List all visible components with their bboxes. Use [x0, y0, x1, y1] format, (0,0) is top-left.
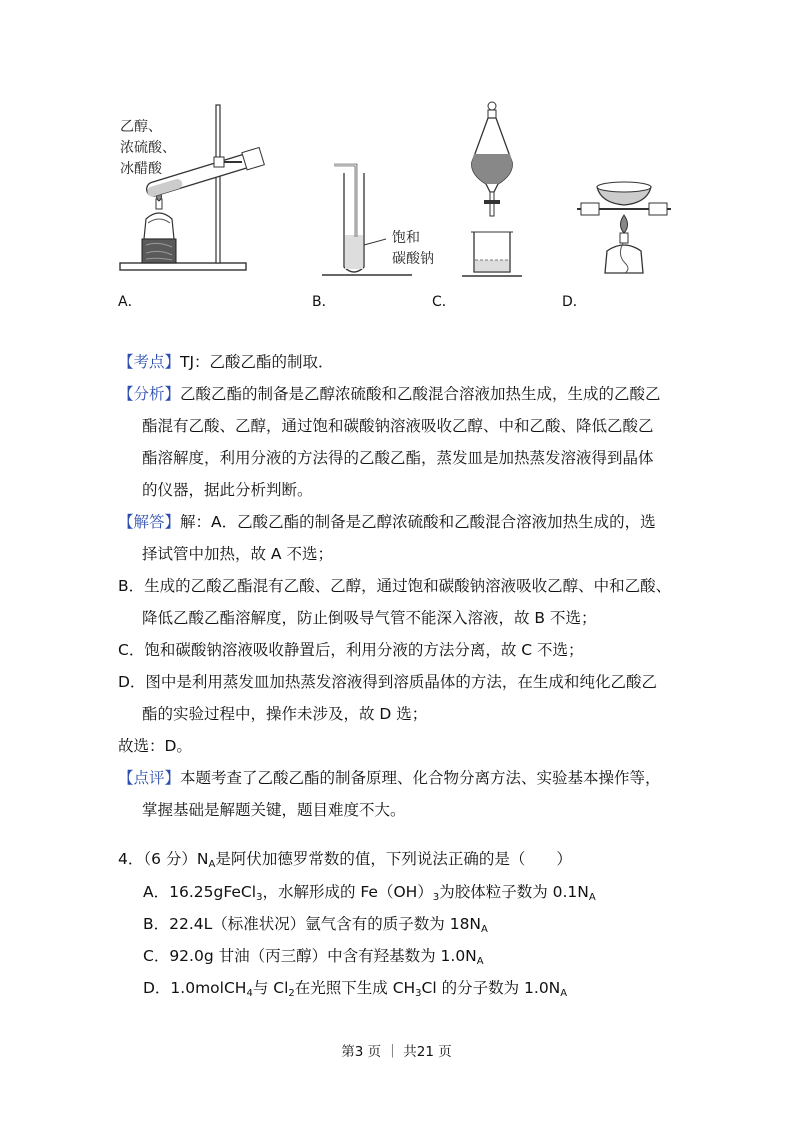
page-footer: 第3 页 ｜ 共21 页	[341, 1044, 452, 1060]
kaodian-text: TJ：乙酸乙酯的制取．	[180, 353, 334, 371]
answer-b-text: 降低乙酸乙酯溶解度，防止倒吸导气管不能深入溶液，故 B 不选；	[142, 609, 597, 627]
apparatus-a-diagram	[118, 95, 278, 275]
kaodian-line	[118, 346, 678, 378]
answer-b-text: B．生成的乙酸乙酯混有乙酸、乙醇，通过饱和碳酸钠溶液吸收乙醇、中和乙酸、	[118, 577, 672, 595]
fenxi-line	[118, 378, 678, 410]
option-a-label: A．	[118, 294, 142, 310]
answer-c-text: C．饱和碳酸钠溶液吸收静置后，利用分液的方法分离，故 C 不选；	[118, 641, 584, 659]
solution-label: 饱和 碳酸钠	[392, 230, 434, 267]
fenxi-tag: 【分析】	[118, 385, 181, 403]
analysis-block	[118, 346, 678, 826]
answer-d-text: 酯的实验过程中，操作未涉及，故 D 选；	[142, 705, 428, 723]
jieda-line	[118, 506, 678, 538]
question-4-option-b: B．22.4L（标准状况）氩气含有的质子数为 $18N_A$	[143, 915, 488, 935]
fenxi-text: 的仪器，据此分析判断。	[142, 481, 313, 499]
answer-d-text: D．图中是利用蒸发皿加热蒸发溶液得到溶质晶体的方法，在生成和纯化乙酸乙	[118, 673, 657, 691]
option-b-label: B．	[312, 294, 336, 310]
fenxi-text: 酯溶解度，利用分液的方法得的乙酸乙酯，蒸发皿是加热蒸发溶液得到晶体	[142, 449, 654, 467]
question-4-stem: 4．（6 分）$N_A$是阿伏加德罗常数的值，下列说法正确的是（ ）	[118, 850, 572, 870]
kaodian-tag: 【考点】	[118, 353, 181, 371]
question-4-option-a: A．16.25gFeCl$_3$，水解形成的 $Fe(OH)_3$为胶体粒子数为 $0.1N_A$	[143, 883, 596, 903]
option-c-label: C．	[432, 294, 456, 310]
final-answer: 故选：D。	[118, 737, 192, 755]
jieda-text: 解：A．乙酸乙酯的制备是乙醇浓硫酸和乙酸混合溶液加热生成的，选	[180, 513, 656, 531]
dianping-tag: 【点评】	[118, 769, 181, 787]
jieda-text: 择试管中加热，故 A 不选；	[142, 545, 333, 563]
apparatus-figure	[0, 95, 793, 310]
dianping-line	[118, 762, 678, 794]
question-4-option-d: D．1.0molCH$_4$与 $Cl_2$在光照下生成 $CH_3Cl$ 的分子数为 $1.0N_A$	[143, 979, 568, 999]
jieda-tag: 【解答】	[118, 513, 181, 531]
reagent-label: 乙醇、 浓硫酸、 冰醋酸	[120, 119, 176, 177]
option-d-label: D．	[562, 294, 587, 310]
fenxi-text: 酯混有乙酸、乙醇，通过饱和碳酸钠溶液吸收乙醇、中和乙酸、降低乙酸乙	[142, 417, 654, 435]
apparatus-c-diagram	[460, 100, 535, 280]
dianping-text: 本题考查了乙酸乙酯的制备原理、化合物分离方法、实验基本操作等，	[180, 769, 661, 787]
question-4-option-c: C．92.0g 甘油（丙三醇）中含有羟基数为 $1.0N_A$	[143, 947, 484, 967]
fenxi-text: 乙酸乙酯的制备是乙醇浓硫酸和乙酸混合溶液加热生成，生成的乙酸乙	[180, 385, 661, 403]
apparatus-d-diagram	[575, 173, 675, 283]
dianping-text: 掌握基础是解题关键，题目难度不大。	[142, 801, 406, 819]
